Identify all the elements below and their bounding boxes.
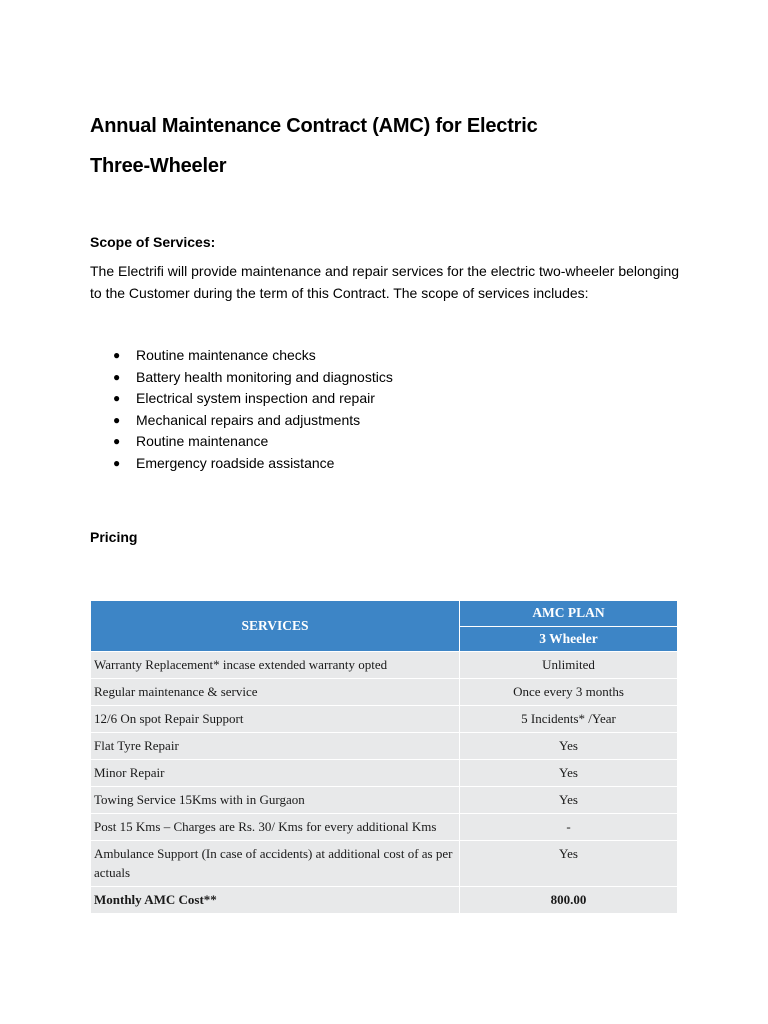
service-cell: Warranty Replacement* incase extended warranty opted — [91, 652, 460, 679]
scope-paragraph: The Electrifi will provide maintenance and repair services for the electric two-wheeler belonging to the Customer during the term of this Contract. The scope of services includes: — [90, 263, 680, 301]
service-cell: Towing Service 15Kms with in Gurgaon — [91, 787, 460, 814]
bullet-icon: ● — [113, 348, 121, 362]
document-title-line-2: Three-Wheeler — [90, 155, 227, 177]
bullet-icon: ● — [113, 412, 121, 427]
list-item-text: Electrical system inspection and repair — [136, 390, 375, 407]
table-row — [91, 652, 678, 679]
document-title-line-1: Annual Maintenance Contract (AMC) for Electric — [90, 115, 538, 137]
table-header-row — [91, 601, 678, 627]
list-item — [90, 388, 650, 410]
service-cell: 12/6 On spot Repair Support — [91, 706, 460, 733]
bullet-icon: ● — [113, 434, 121, 449]
table-row — [91, 706, 678, 733]
value-cell: Unlimited — [460, 652, 678, 679]
bullet-icon: ● — [113, 391, 121, 406]
table-row — [91, 760, 678, 787]
pricing-table — [90, 600, 678, 914]
list-item-text: Mechanical repairs and adjustments — [136, 411, 361, 428]
value-cell: 5 Incidents* /Year — [460, 706, 678, 733]
service-cell: Ambulance Support (In case of accidents) at additional cost of as per actuals — [91, 841, 460, 887]
table-row — [91, 679, 678, 706]
service-cell: Regular maintenance & service — [91, 679, 460, 706]
service-cell: Post 15 Kms – Charges are Rs. 30/ Kms for every additional Kms — [91, 814, 460, 841]
list-item-text: Routine maintenance — [136, 433, 269, 450]
list-item-text: Routine maintenance checks — [136, 347, 316, 363]
list-item-text: Emergency roadside assistance — [136, 454, 335, 471]
bullet-icon: ● — [113, 369, 121, 384]
bullet-icon: ● — [113, 455, 121, 470]
list-item — [90, 453, 650, 475]
total-label-cell: Monthly AMC Cost** — [91, 887, 460, 914]
table-total-row — [91, 887, 678, 914]
pricing-heading: Pricing — [90, 529, 138, 545]
list-item — [90, 345, 650, 367]
value-cell: Once every 3 months — [460, 679, 678, 706]
value-cell: Yes — [460, 760, 678, 787]
header-3-wheeler: 3 Wheeler — [460, 626, 678, 652]
service-cell: Flat Tyre Repair — [91, 733, 460, 760]
table-row — [91, 841, 678, 887]
header-amc-plan: AMC PLAN — [460, 601, 678, 627]
value-cell: Yes — [460, 733, 678, 760]
table-row — [91, 733, 678, 760]
value-cell: - — [460, 814, 678, 841]
table-row — [91, 814, 678, 841]
list-item — [90, 431, 650, 453]
scope-list — [90, 345, 650, 475]
table-row — [91, 787, 678, 814]
document-title — [90, 106, 610, 186]
service-cell: Minor Repair — [91, 760, 460, 787]
scope-heading: Scope of Services: — [90, 234, 216, 250]
total-value-cell: 800.00 — [460, 887, 678, 914]
header-services: SERVICES — [91, 601, 460, 652]
list-item — [90, 367, 650, 389]
list-item — [90, 410, 650, 432]
value-cell: Yes — [460, 787, 678, 814]
value-cell: Yes — [460, 841, 678, 887]
list-item-text: Battery health monitoring and diagnostics — [136, 368, 393, 385]
